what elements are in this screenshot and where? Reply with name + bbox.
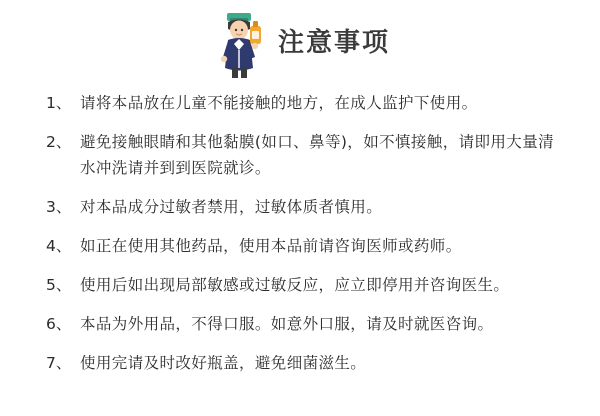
list-item-number: 4、 bbox=[46, 237, 72, 255]
list-item bbox=[46, 311, 556, 337]
page-title: 注意事项 bbox=[277, 28, 390, 58]
list-item-text: 如正在使用其他药品，使用本品前请咨询医师或药师。 bbox=[80, 237, 462, 255]
list-item-text: 使用完请及时改好瓶盖，避免细菌滋生。 bbox=[80, 354, 367, 372]
list-item-number: 2、 bbox=[46, 133, 72, 151]
list-item-number: 7、 bbox=[46, 354, 72, 372]
list-item bbox=[46, 129, 556, 181]
page-header bbox=[0, 0, 600, 76]
list-item-text: 使用后如出现局部敏感或过敏反应，应立即停用并咨询医生。 bbox=[80, 276, 510, 294]
list-item-number: 6、 bbox=[46, 315, 72, 333]
list-item bbox=[46, 233, 556, 259]
notice-list bbox=[0, 90, 600, 376]
list-item-number: 5、 bbox=[46, 276, 72, 294]
list-item-text: 本品为外用品，不得口服。如意外口服，请及时就医咨询。 bbox=[80, 315, 494, 333]
list-item-text: 请将本品放在儿童不能接触的地方，在成人监护下使用。 bbox=[80, 94, 478, 112]
list-item bbox=[46, 272, 556, 298]
list-item-number: 3、 bbox=[46, 198, 72, 216]
list-item-text: 对本品成分过敏者禁用，过敏体质者慎用。 bbox=[80, 198, 383, 216]
list-item bbox=[46, 350, 556, 376]
list-item-number: 1、 bbox=[46, 94, 72, 112]
list-item-text: 避免接触眼睛和其他黏膜(如口、鼻等)，如不慎接触，请即用大量清水冲洗请并到到医院就诊。 bbox=[80, 133, 554, 177]
pharmacist-mascot-icon bbox=[210, 10, 268, 80]
list-item bbox=[46, 90, 556, 116]
list-item bbox=[46, 194, 556, 220]
